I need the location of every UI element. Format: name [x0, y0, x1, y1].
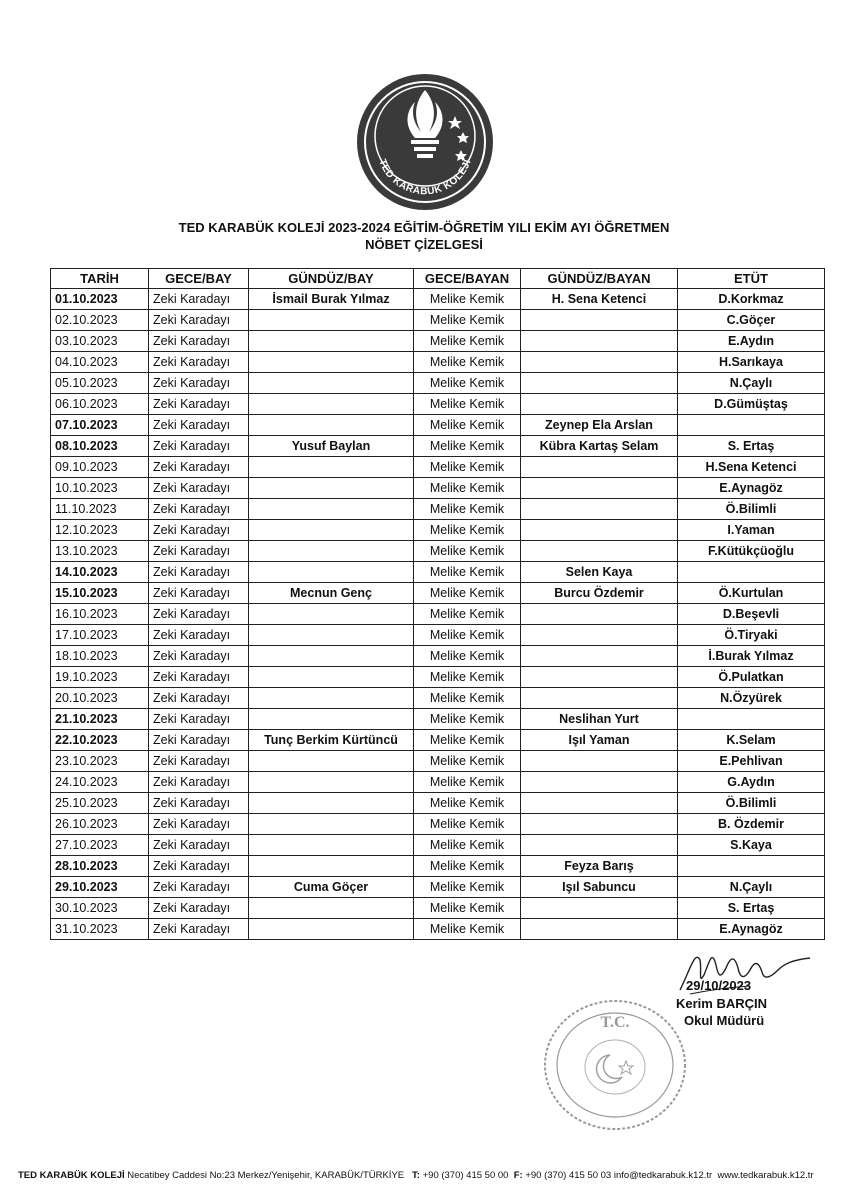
table-row	[51, 625, 825, 646]
signatory-name: Kerim BARÇIN	[676, 996, 768, 1011]
row-day-female	[521, 331, 678, 352]
row-day-male	[249, 310, 414, 331]
row-night-female: Melike Kemik	[414, 898, 521, 919]
row-day-male	[249, 457, 414, 478]
footer	[18, 1170, 830, 1181]
row-study: D.Korkmaz	[678, 289, 825, 310]
table-row	[51, 604, 825, 625]
row-day-female	[521, 604, 678, 625]
row-night-female: Melike Kemik	[414, 667, 521, 688]
table-row	[51, 562, 825, 583]
table-row	[51, 667, 825, 688]
row-day-female: Işıl Yaman	[521, 730, 678, 751]
row-date: 07.10.2023	[51, 415, 149, 436]
row-study: S. Ertaş	[678, 898, 825, 919]
signature-date: 29/10/2023	[686, 978, 752, 993]
row-day-male	[249, 919, 414, 940]
row-day-male	[249, 604, 414, 625]
row-day-female	[521, 520, 678, 541]
row-day-male	[249, 541, 414, 562]
row-study: S.Kaya	[678, 835, 825, 856]
row-night-male: Zeki Karadayı	[149, 373, 249, 394]
row-night-male: Zeki Karadayı	[149, 541, 249, 562]
row-study	[678, 856, 825, 877]
table-row	[51, 331, 825, 352]
row-study: S. Ertaş	[678, 436, 825, 457]
table-row	[51, 772, 825, 793]
row-day-male	[249, 667, 414, 688]
row-date: 28.10.2023	[51, 856, 149, 877]
table-row	[51, 919, 825, 940]
logo-text: TED KARABÜK KOLEJİ	[376, 157, 474, 198]
row-day-male	[249, 835, 414, 856]
row-date: 24.10.2023	[51, 772, 149, 793]
row-night-female: Melike Kemik	[414, 646, 521, 667]
row-night-female: Melike Kemik	[414, 352, 521, 373]
table-row	[51, 583, 825, 604]
row-night-female: Melike Kemik	[414, 373, 521, 394]
row-night-female: Melike Kemik	[414, 793, 521, 814]
row-study: N.Çaylı	[678, 373, 825, 394]
header-day-female: GÜNDÜZ/BAYAN	[521, 269, 678, 289]
row-study	[678, 709, 825, 730]
row-night-female: Melike Kemik	[414, 289, 521, 310]
row-day-female	[521, 541, 678, 562]
row-day-male	[249, 625, 414, 646]
row-study: N.Çaylı	[678, 877, 825, 898]
row-day-male: Tunç Berkim Kürtüncü	[249, 730, 414, 751]
row-day-male	[249, 751, 414, 772]
row-night-male: Zeki Karadayı	[149, 436, 249, 457]
footer-address: Necatibey Caddesi No:23 Merkez/Yenişehir, KARABÜK/TÜRKİYE	[127, 1170, 405, 1181]
row-day-male	[249, 373, 414, 394]
row-date: 16.10.2023	[51, 604, 149, 625]
row-day-female: Feyza Barış	[521, 856, 678, 877]
row-night-female: Melike Kemik	[414, 835, 521, 856]
table-row	[51, 835, 825, 856]
row-night-male: Zeki Karadayı	[149, 520, 249, 541]
row-day-female	[521, 499, 678, 520]
table-row	[51, 646, 825, 667]
row-day-female	[521, 772, 678, 793]
row-date: 05.10.2023	[51, 373, 149, 394]
row-day-female: Selen Kaya	[521, 562, 678, 583]
table-row	[51, 457, 825, 478]
row-date: 06.10.2023	[51, 394, 149, 415]
table-row	[51, 373, 825, 394]
row-night-female: Melike Kemik	[414, 331, 521, 352]
row-night-male: Zeki Karadayı	[149, 814, 249, 835]
table-row	[51, 520, 825, 541]
row-date: 08.10.2023	[51, 436, 149, 457]
row-night-male: Zeki Karadayı	[149, 331, 249, 352]
row-date: 11.10.2023	[51, 499, 149, 520]
row-night-female: Melike Kemik	[414, 394, 521, 415]
row-night-female: Melike Kemik	[414, 478, 521, 499]
row-night-female: Melike Kemik	[414, 415, 521, 436]
row-day-male	[249, 562, 414, 583]
row-day-male	[249, 646, 414, 667]
row-day-female	[521, 793, 678, 814]
row-day-female	[521, 667, 678, 688]
row-study: D.Beşevli	[678, 604, 825, 625]
row-day-female: H. Sena Ketenci	[521, 289, 678, 310]
row-night-female: Melike Kemik	[414, 604, 521, 625]
row-date: 26.10.2023	[51, 814, 149, 835]
signatory-role: Okul Müdürü	[684, 1013, 765, 1028]
row-study: E.Pehlivan	[678, 751, 825, 772]
table-header-row	[51, 269, 825, 289]
row-night-male: Zeki Karadayı	[149, 310, 249, 331]
row-date: 25.10.2023	[51, 793, 149, 814]
row-day-male	[249, 709, 414, 730]
footer-email[interactable]: info@tedkarabuk.k12.tr	[613, 1170, 713, 1181]
row-day-female	[521, 688, 678, 709]
table-row	[51, 415, 825, 436]
row-night-female: Melike Kemik	[414, 520, 521, 541]
school-logo	[355, 72, 495, 212]
footer-tel: +90 (370) 415 50 00	[422, 1170, 509, 1181]
row-day-male	[249, 415, 414, 436]
row-study: E.Aydın	[678, 331, 825, 352]
row-night-male: Zeki Karadayı	[149, 394, 249, 415]
row-day-female: Kübra Kartaş Selam	[521, 436, 678, 457]
row-date: 23.10.2023	[51, 751, 149, 772]
row-study	[678, 415, 825, 436]
table-row	[51, 709, 825, 730]
row-day-female: Işıl Sabuncu	[521, 877, 678, 898]
row-night-male: Zeki Karadayı	[149, 457, 249, 478]
row-day-female	[521, 394, 678, 415]
row-night-male: Zeki Karadayı	[149, 562, 249, 583]
row-night-male: Zeki Karadayı	[149, 352, 249, 373]
row-date: 29.10.2023	[51, 877, 149, 898]
row-night-male: Zeki Karadayı	[149, 499, 249, 520]
footer-tel-label: T:	[412, 1170, 420, 1181]
row-day-male	[249, 478, 414, 499]
row-night-female: Melike Kemik	[414, 562, 521, 583]
row-night-male: Zeki Karadayı	[149, 583, 249, 604]
official-seal	[540, 995, 690, 1135]
row-study	[678, 562, 825, 583]
row-night-male: Zeki Karadayı	[149, 289, 249, 310]
row-night-male: Zeki Karadayı	[149, 667, 249, 688]
row-night-male: Zeki Karadayı	[149, 730, 249, 751]
table-row	[51, 877, 825, 898]
row-date: 14.10.2023	[51, 562, 149, 583]
row-night-female: Melike Kemik	[414, 499, 521, 520]
row-day-male: Yusuf Baylan	[249, 436, 414, 457]
row-day-male	[249, 352, 414, 373]
row-night-female: Melike Kemik	[414, 772, 521, 793]
row-night-female: Melike Kemik	[414, 877, 521, 898]
row-date: 27.10.2023	[51, 835, 149, 856]
row-night-male: Zeki Karadayı	[149, 478, 249, 499]
row-night-female: Melike Kemik	[414, 583, 521, 604]
table-row	[51, 814, 825, 835]
row-day-female	[521, 835, 678, 856]
header-day-male: GÜNDÜZ/BAY	[249, 269, 414, 289]
row-night-female: Melike Kemik	[414, 625, 521, 646]
row-date: 12.10.2023	[51, 520, 149, 541]
row-study: N.Özyürek	[678, 688, 825, 709]
row-study: Ö.Bilimli	[678, 499, 825, 520]
row-day-female	[521, 310, 678, 331]
table-row	[51, 898, 825, 919]
row-night-female: Melike Kemik	[414, 310, 521, 331]
row-night-female: Melike Kemik	[414, 730, 521, 751]
row-study: Ö.Tiryaki	[678, 625, 825, 646]
row-night-male: Zeki Karadayı	[149, 688, 249, 709]
row-date: 20.10.2023	[51, 688, 149, 709]
table-row	[51, 478, 825, 499]
table-row	[51, 310, 825, 331]
document-title	[60, 219, 788, 253]
row-date: 22.10.2023	[51, 730, 149, 751]
row-day-female	[521, 457, 678, 478]
table-row	[51, 394, 825, 415]
row-date: 01.10.2023	[51, 289, 149, 310]
table-row	[51, 352, 825, 373]
row-night-female: Melike Kemik	[414, 457, 521, 478]
row-night-male: Zeki Karadayı	[149, 877, 249, 898]
row-day-male	[249, 814, 414, 835]
row-study: C.Göçer	[678, 310, 825, 331]
row-night-male: Zeki Karadayı	[149, 646, 249, 667]
row-day-female	[521, 646, 678, 667]
title-line-1: TED KARABÜK KOLEJİ 2023-2024 EĞİTİM-ÖĞRETİM YILI EKİM AYI ÖĞRETMEN	[178, 220, 670, 235]
footer-fax: +90 (370) 415 50 03	[525, 1170, 612, 1181]
row-day-male	[249, 520, 414, 541]
row-date: 09.10.2023	[51, 457, 149, 478]
row-day-female	[521, 898, 678, 919]
row-night-female: Melike Kemik	[414, 751, 521, 772]
row-night-male: Zeki Karadayı	[149, 772, 249, 793]
row-study: E.Aynagöz	[678, 919, 825, 940]
row-day-female: Neslihan Yurt	[521, 709, 678, 730]
row-study: Ö.Pulatkan	[678, 667, 825, 688]
row-study: E.Aynagöz	[678, 478, 825, 499]
table-row	[51, 541, 825, 562]
row-study: Ö.Bilimli	[678, 793, 825, 814]
header-night-male: GECE/BAY	[149, 269, 249, 289]
row-day-male	[249, 793, 414, 814]
row-day-male	[249, 688, 414, 709]
header-study: ETÜT	[678, 269, 825, 289]
row-night-female: Melike Kemik	[414, 709, 521, 730]
row-day-male	[249, 898, 414, 919]
row-date: 31.10.2023	[51, 919, 149, 940]
footer-fax-label: F:	[513, 1170, 523, 1181]
row-day-male	[249, 772, 414, 793]
row-study: Ö.Kurtulan	[678, 583, 825, 604]
row-study: K.Selam	[678, 730, 825, 751]
footer-school: TED KARABÜK KOLEJİ	[18, 1170, 125, 1181]
row-night-male: Zeki Karadayı	[149, 604, 249, 625]
row-date: 30.10.2023	[51, 898, 149, 919]
row-night-male: Zeki Karadayı	[149, 856, 249, 877]
row-night-male: Zeki Karadayı	[149, 919, 249, 940]
row-day-male: İsmail Burak Yılmaz	[249, 289, 414, 310]
row-study: H.Sena Ketenci	[678, 457, 825, 478]
row-day-female: Zeynep Ela Arslan	[521, 415, 678, 436]
row-study: F.Kütükçüoğlu	[678, 541, 825, 562]
row-date: 21.10.2023	[51, 709, 149, 730]
table-row	[51, 730, 825, 751]
table-row	[51, 856, 825, 877]
title-line-2: NÖBET ÇİZELGESİ	[365, 237, 483, 252]
row-date: 19.10.2023	[51, 667, 149, 688]
row-day-female	[521, 919, 678, 940]
row-date: 15.10.2023	[51, 583, 149, 604]
table-row	[51, 751, 825, 772]
table-row	[51, 436, 825, 457]
row-study: B. Özdemir	[678, 814, 825, 835]
duty-schedule-table	[50, 268, 825, 940]
row-night-male: Zeki Karadayı	[149, 898, 249, 919]
header-date: TARİH	[51, 269, 149, 289]
row-day-female	[521, 751, 678, 772]
row-day-male	[249, 499, 414, 520]
row-day-female	[521, 352, 678, 373]
row-date: 10.10.2023	[51, 478, 149, 499]
row-night-male: Zeki Karadayı	[149, 415, 249, 436]
row-day-male: Mecnun Genç	[249, 583, 414, 604]
row-date: 03.10.2023	[51, 331, 149, 352]
row-night-female: Melike Kemik	[414, 541, 521, 562]
table-row	[51, 793, 825, 814]
table-row	[51, 499, 825, 520]
row-night-female: Melike Kemik	[414, 688, 521, 709]
row-night-female: Melike Kemik	[414, 436, 521, 457]
row-day-male	[249, 331, 414, 352]
row-date: 02.10.2023	[51, 310, 149, 331]
row-day-female	[521, 625, 678, 646]
row-night-male: Zeki Karadayı	[149, 793, 249, 814]
row-night-female: Melike Kemik	[414, 856, 521, 877]
row-night-female: Melike Kemik	[414, 814, 521, 835]
row-study: İ.Burak Yılmaz	[678, 646, 825, 667]
row-date: 13.10.2023	[51, 541, 149, 562]
row-day-female: Burcu Özdemir	[521, 583, 678, 604]
row-date: 18.10.2023	[51, 646, 149, 667]
row-night-male: Zeki Karadayı	[149, 835, 249, 856]
row-day-male	[249, 394, 414, 415]
row-day-female	[521, 814, 678, 835]
row-date: 17.10.2023	[51, 625, 149, 646]
row-study: I.Yaman	[678, 520, 825, 541]
table-row	[51, 289, 825, 310]
row-day-male	[249, 856, 414, 877]
row-night-male: Zeki Karadayı	[149, 709, 249, 730]
row-study: G.Aydın	[678, 772, 825, 793]
table-row	[51, 688, 825, 709]
row-day-female	[521, 478, 678, 499]
row-night-male: Zeki Karadayı	[149, 751, 249, 772]
row-date: 04.10.2023	[51, 352, 149, 373]
header-night-female: GECE/BAYAN	[414, 269, 521, 289]
row-night-male: Zeki Karadayı	[149, 625, 249, 646]
row-day-female	[521, 373, 678, 394]
row-night-female: Melike Kemik	[414, 919, 521, 940]
row-study: D.Gümüştaş	[678, 394, 825, 415]
row-study: H.Sarıkaya	[678, 352, 825, 373]
row-day-male: Cuma Göçer	[249, 877, 414, 898]
footer-web[interactable]: www.tedkarabuk.k12.tr	[717, 1170, 814, 1181]
seal-text: T.C.	[600, 1014, 630, 1031]
